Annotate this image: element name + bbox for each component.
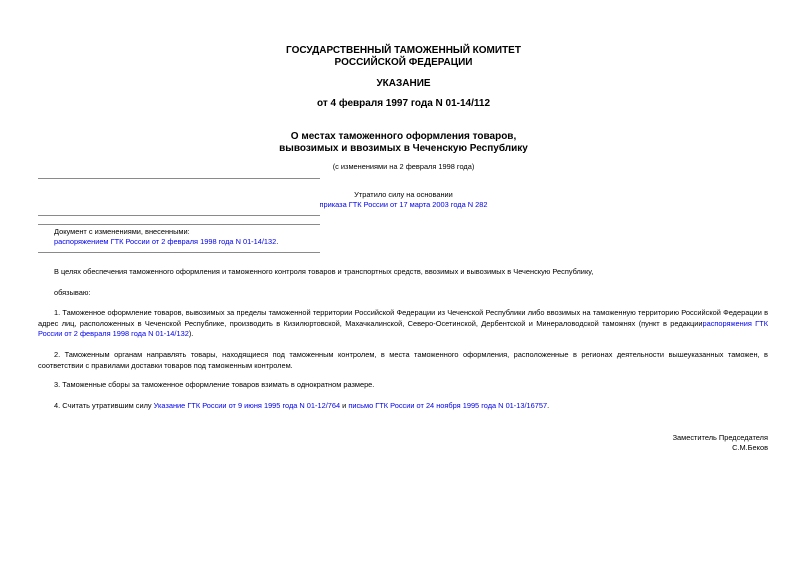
document-date: от 4 февраля 1997 года N 01-14/112 <box>316 98 491 109</box>
divider <box>38 252 320 253</box>
signatory-name: С.М.Беков <box>732 443 768 452</box>
paragraph-4-end: . <box>547 401 550 410</box>
paragraph-3: 3. Таможенные сборы за таможенное оформление товаров взимать в однократном размере. <box>54 380 375 389</box>
paragraph-4 <box>54 401 549 412</box>
document-type: УКАЗАНИЕ <box>376 78 431 89</box>
document-title-line1: О местах таможенного оформления товаров, <box>290 131 517 142</box>
paragraph-4-link-1[interactable]: Указание ГТК России от 9 июня 1995 года N 01-12/764 <box>153 401 341 410</box>
repealed-link-line <box>0 200 807 210</box>
amendments-suffix: . <box>276 237 279 246</box>
paragraph-4-prefix: 4. Считать утратившим силу <box>54 401 154 410</box>
paragraph-1 <box>38 308 768 340</box>
paragraph-4-mid: и <box>340 401 349 410</box>
document-title-line2: вывозимых и ввозимых в Чеченскую Республику <box>279 143 528 154</box>
amendments-link-line <box>54 237 278 247</box>
intro-paragraph: В целях обеспечения таможенного оформления и таможенного контроля товаров и транспортных средств, ввозимых и вывозимых в Чеченскую Республику, <box>54 267 594 276</box>
repealed-text: Утратило силу на основании <box>354 190 453 199</box>
paragraph-1-text: 1. Таможенное оформление товаров, вывозимых за пределы таможенной территории Российской Федерации из Чеченской Республики либо ввозимых на таможенную территорию Российской Федерации в адрес лиц, расположенных в Чеченской Республике, производить в Кизилюртовской, Махачкалинской, Северо-Осетинской, Дербентской и Минераловодской таможнях (пункт в редакции <box>38 308 768 328</box>
paragraph-4-link-2[interactable]: письмо ГТК России от 24 ноября 1995 года N 01-13/16757 <box>348 401 548 410</box>
paragraph-1-end: ). <box>188 329 194 338</box>
signatory-position: Заместитель Председателя <box>672 433 768 442</box>
divider <box>38 215 320 216</box>
obligate-text: обязываю: <box>54 288 91 297</box>
divider <box>38 178 320 179</box>
amendment-order-link[interactable]: распоряжением ГТК России от 2 февраля 1998 года N 01-14/132 <box>54 237 277 246</box>
paragraph-1-link[interactable]: распоряжения ГТК России от 2 февраля 1998 года N 01-14/132 <box>38 318 768 338</box>
repealed-order-link[interactable]: приказа ГТК России от 17 марта 2003 года N 282 <box>319 200 488 209</box>
amended-note: (с изменениями на 2 февраля 1998 года) <box>332 162 475 171</box>
agency-name-line1: ГОСУДАРСТВЕННЫЙ ТАМОЖЕННЫЙ КОМИТЕТ <box>286 45 521 56</box>
paragraph-2: 2. Таможенным органам направлять товары, находящиеся под таможенным контролем, в места таможенного оформления, расположенные в регионах деятельности вышеуказанных таможен, в соответствии с правилами доставки товаров под таможенным контролем. <box>38 350 768 370</box>
divider <box>38 224 320 225</box>
amendments-text: Документ с изменениями, внесенными: <box>54 227 190 236</box>
agency-name-line2: РОССИЙСКОЙ ФЕДЕРАЦИИ <box>334 57 473 68</box>
